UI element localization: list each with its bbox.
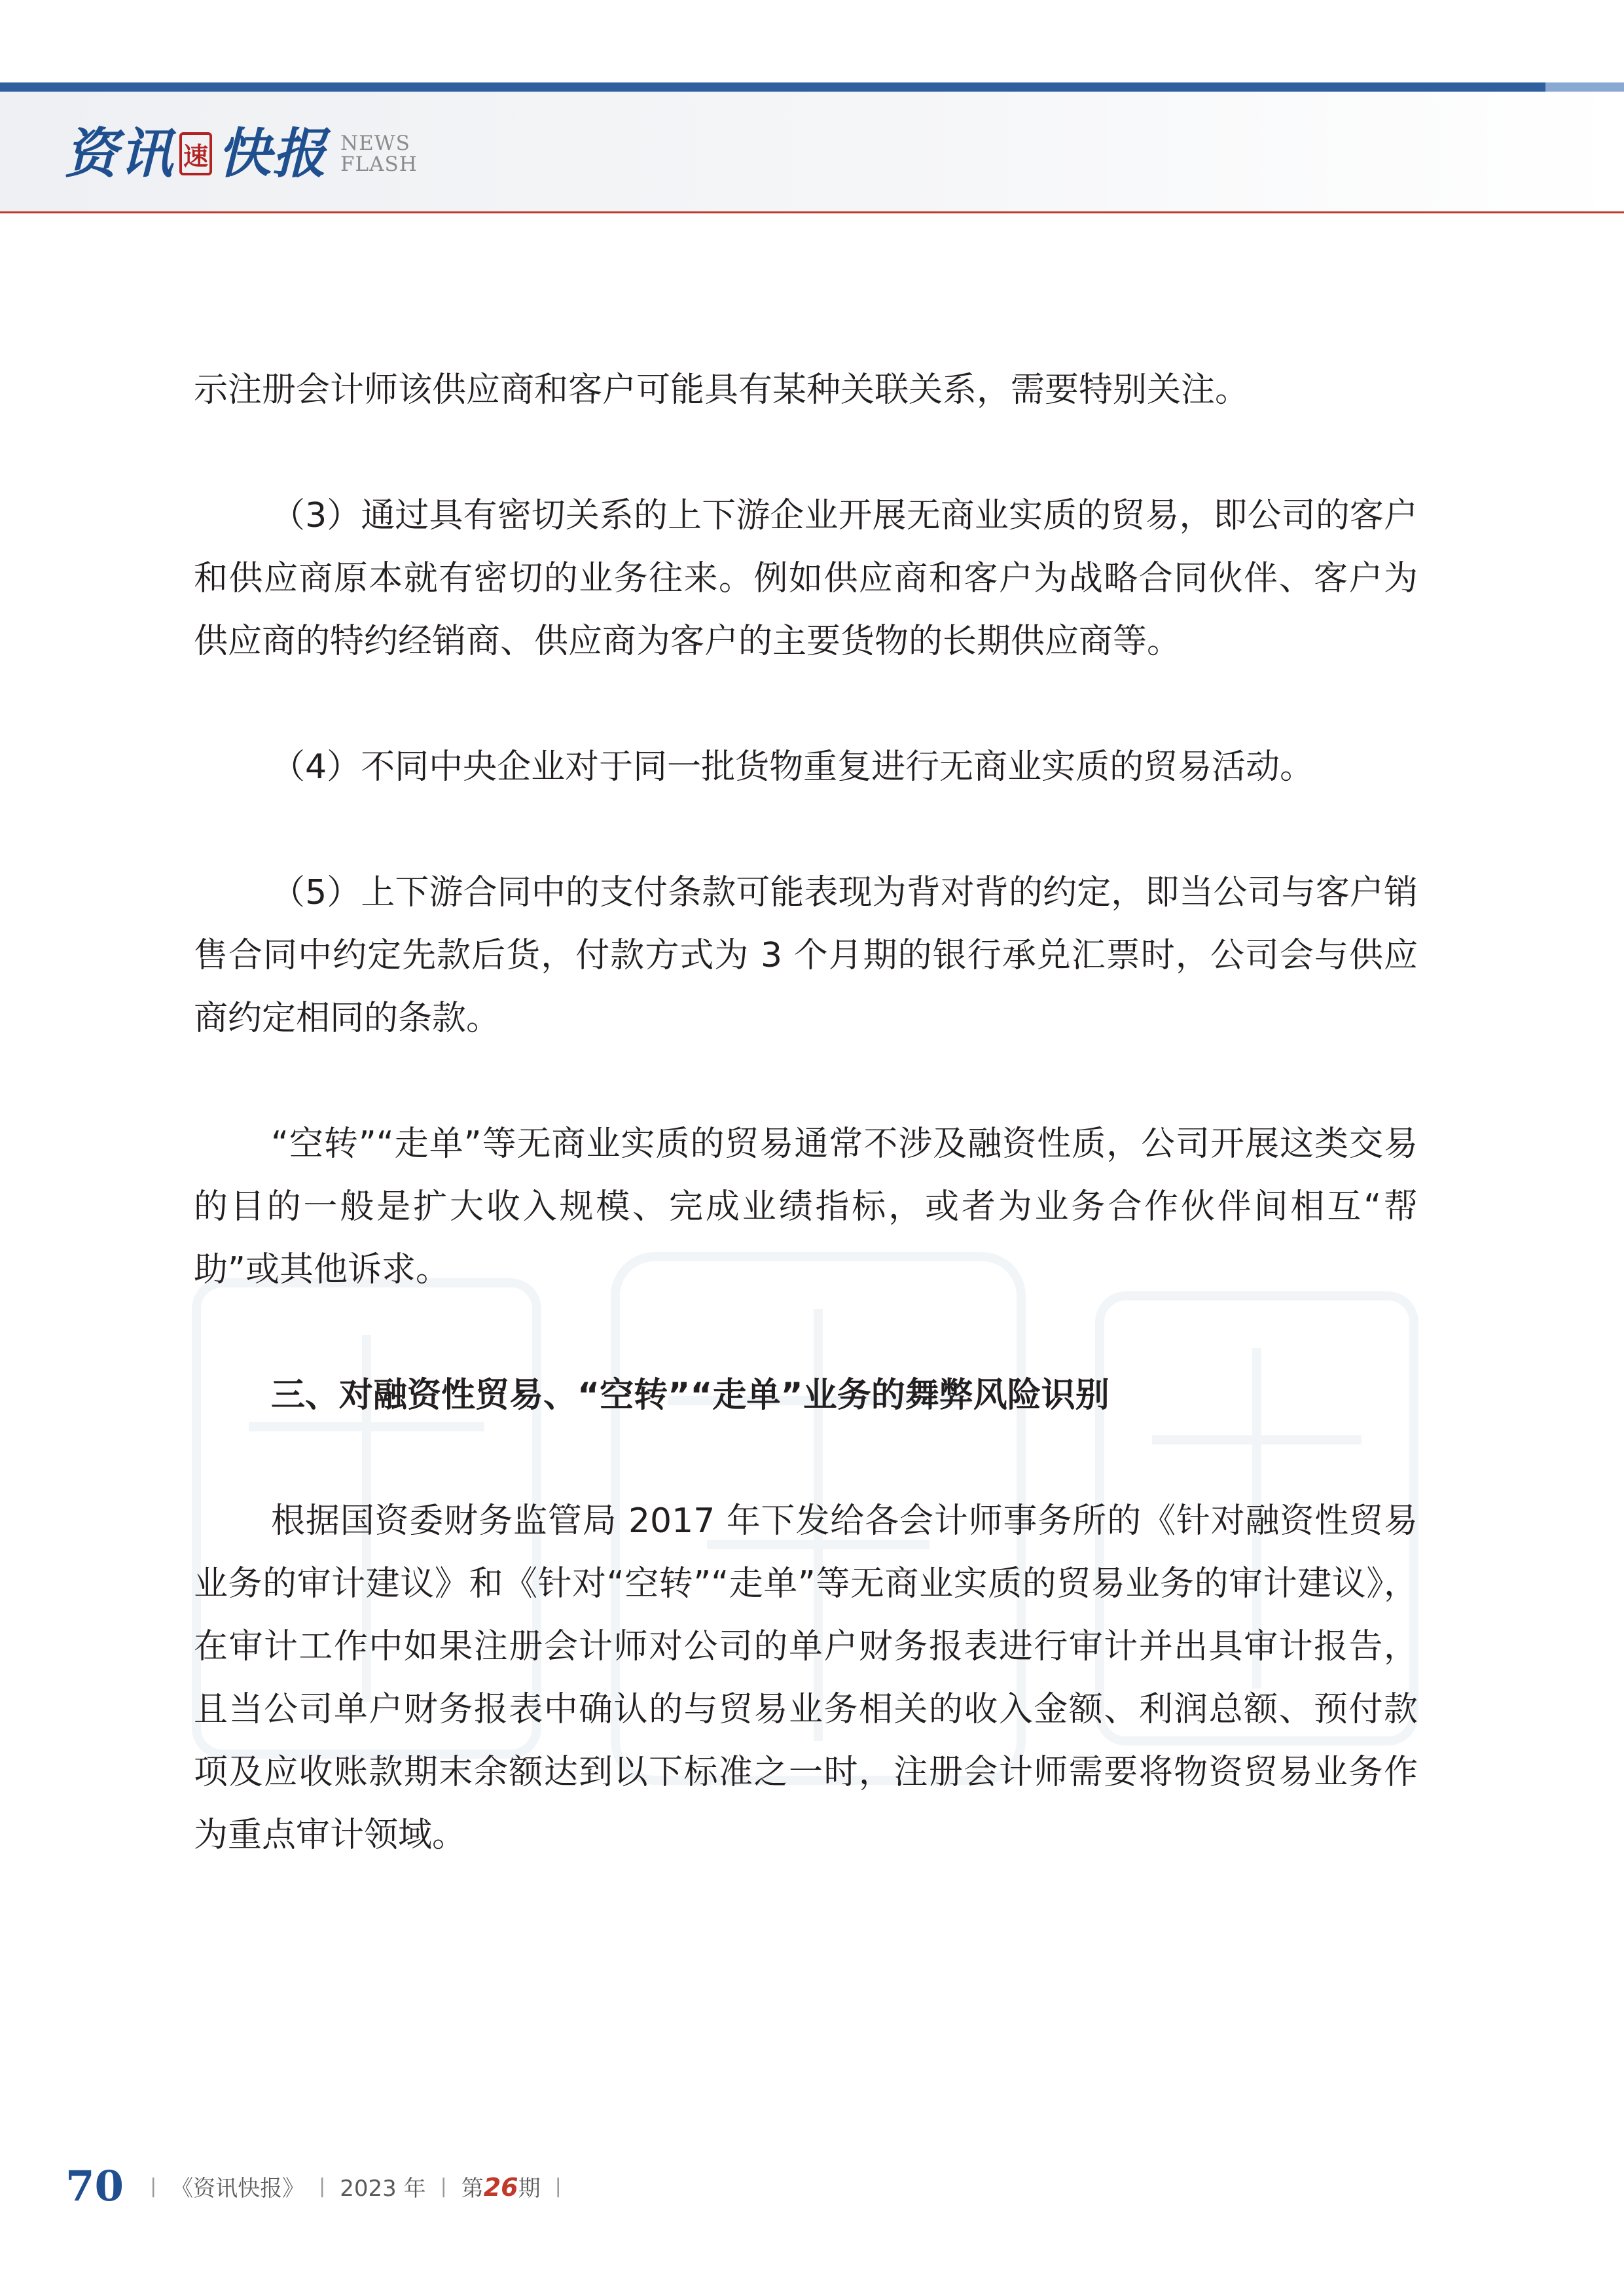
page-number: 70	[65, 2161, 124, 2211]
article-body	[194, 359, 1418, 1929]
issue-suffix: 期	[518, 2175, 541, 2202]
issue-number: 26	[483, 2172, 518, 2202]
section-heading: 三、对融资性贸易、“空转”“走单”业务的舞弊风险识别	[271, 1376, 1110, 1415]
header-rule	[0, 211, 1624, 213]
footer-issue	[461, 2170, 541, 2202]
footer-publication: 《资讯快报》	[171, 2175, 305, 2202]
footer-year: 2023 年	[340, 2175, 426, 2202]
paragraph: 根据国资委财务监管局 2017 年下发给各会计师事务所的《针对融资性贸易业务的审计建议》和《针对“空转”“走单”等无商业实质的贸易业务的审计建议》，在审计工作中如果注册会计师对公司的单户财务报表进行审计并出具审计报告，且当公司单户财务报表中确认的与贸易业务相关的收入金额、利润总额、预付款项及应收账款期末余额达到以下标准之一时，注册会计师需要将物资贸易业务作为重点审计领域。	[194, 1501, 1418, 1855]
header-top-bar	[0, 82, 1624, 92]
footer-divider: |	[554, 2174, 562, 2198]
logo-text-right: 快报	[217, 122, 327, 185]
footer-divider: |	[319, 2174, 326, 2198]
logo-text-left: 资讯	[64, 122, 174, 185]
paragraph: （5）上下游合同中的支付条款可能表现为背对背的约定，即当公司与客户销售合同中约定先款后货，付款方式为 3 个月期的银行承兑汇票时，公司会与供应商约定相同的条款。	[194, 873, 1418, 1038]
masthead-logo	[64, 118, 418, 190]
paragraph: （3）通过具有密切关系的上下游企业开展无商业实质的贸易，即公司的客户和供应商原本就有密切的业务往来。例如供应商和客户为战略合同伙伴、客户为供应商的特约经销商、供应商为客户的主要货物的长期供应商等。	[194, 496, 1418, 661]
logo-english-flash: FLASH	[340, 152, 418, 176]
paragraph: “空转”“走单”等无商业实质的贸易通常不涉及融资性质，公司开展这类交易的目的一般是扩大收入规模、完成业绩指标，或者为业务合作伙伴间相互“帮助”或其他诉求。	[194, 1124, 1418, 1289]
footer-divider: |	[150, 2174, 157, 2198]
footer-divider: |	[440, 2174, 447, 2198]
issue-prefix: 第	[461, 2175, 484, 2202]
header-top-bar-accent	[1545, 82, 1624, 92]
logo-english	[340, 133, 418, 175]
page-footer	[65, 2160, 564, 2212]
logo-seal-icon: 速	[179, 132, 212, 175]
logo-english-news: NEWS	[340, 132, 410, 155]
paragraph: （4）不同中央企业对于同一批货物重复进行无商业实质的贸易活动。	[271, 747, 1314, 787]
paragraph: 示注册会计师该供应商和客户可能具有某种关联关系，需要特别关注。	[194, 370, 1250, 410]
